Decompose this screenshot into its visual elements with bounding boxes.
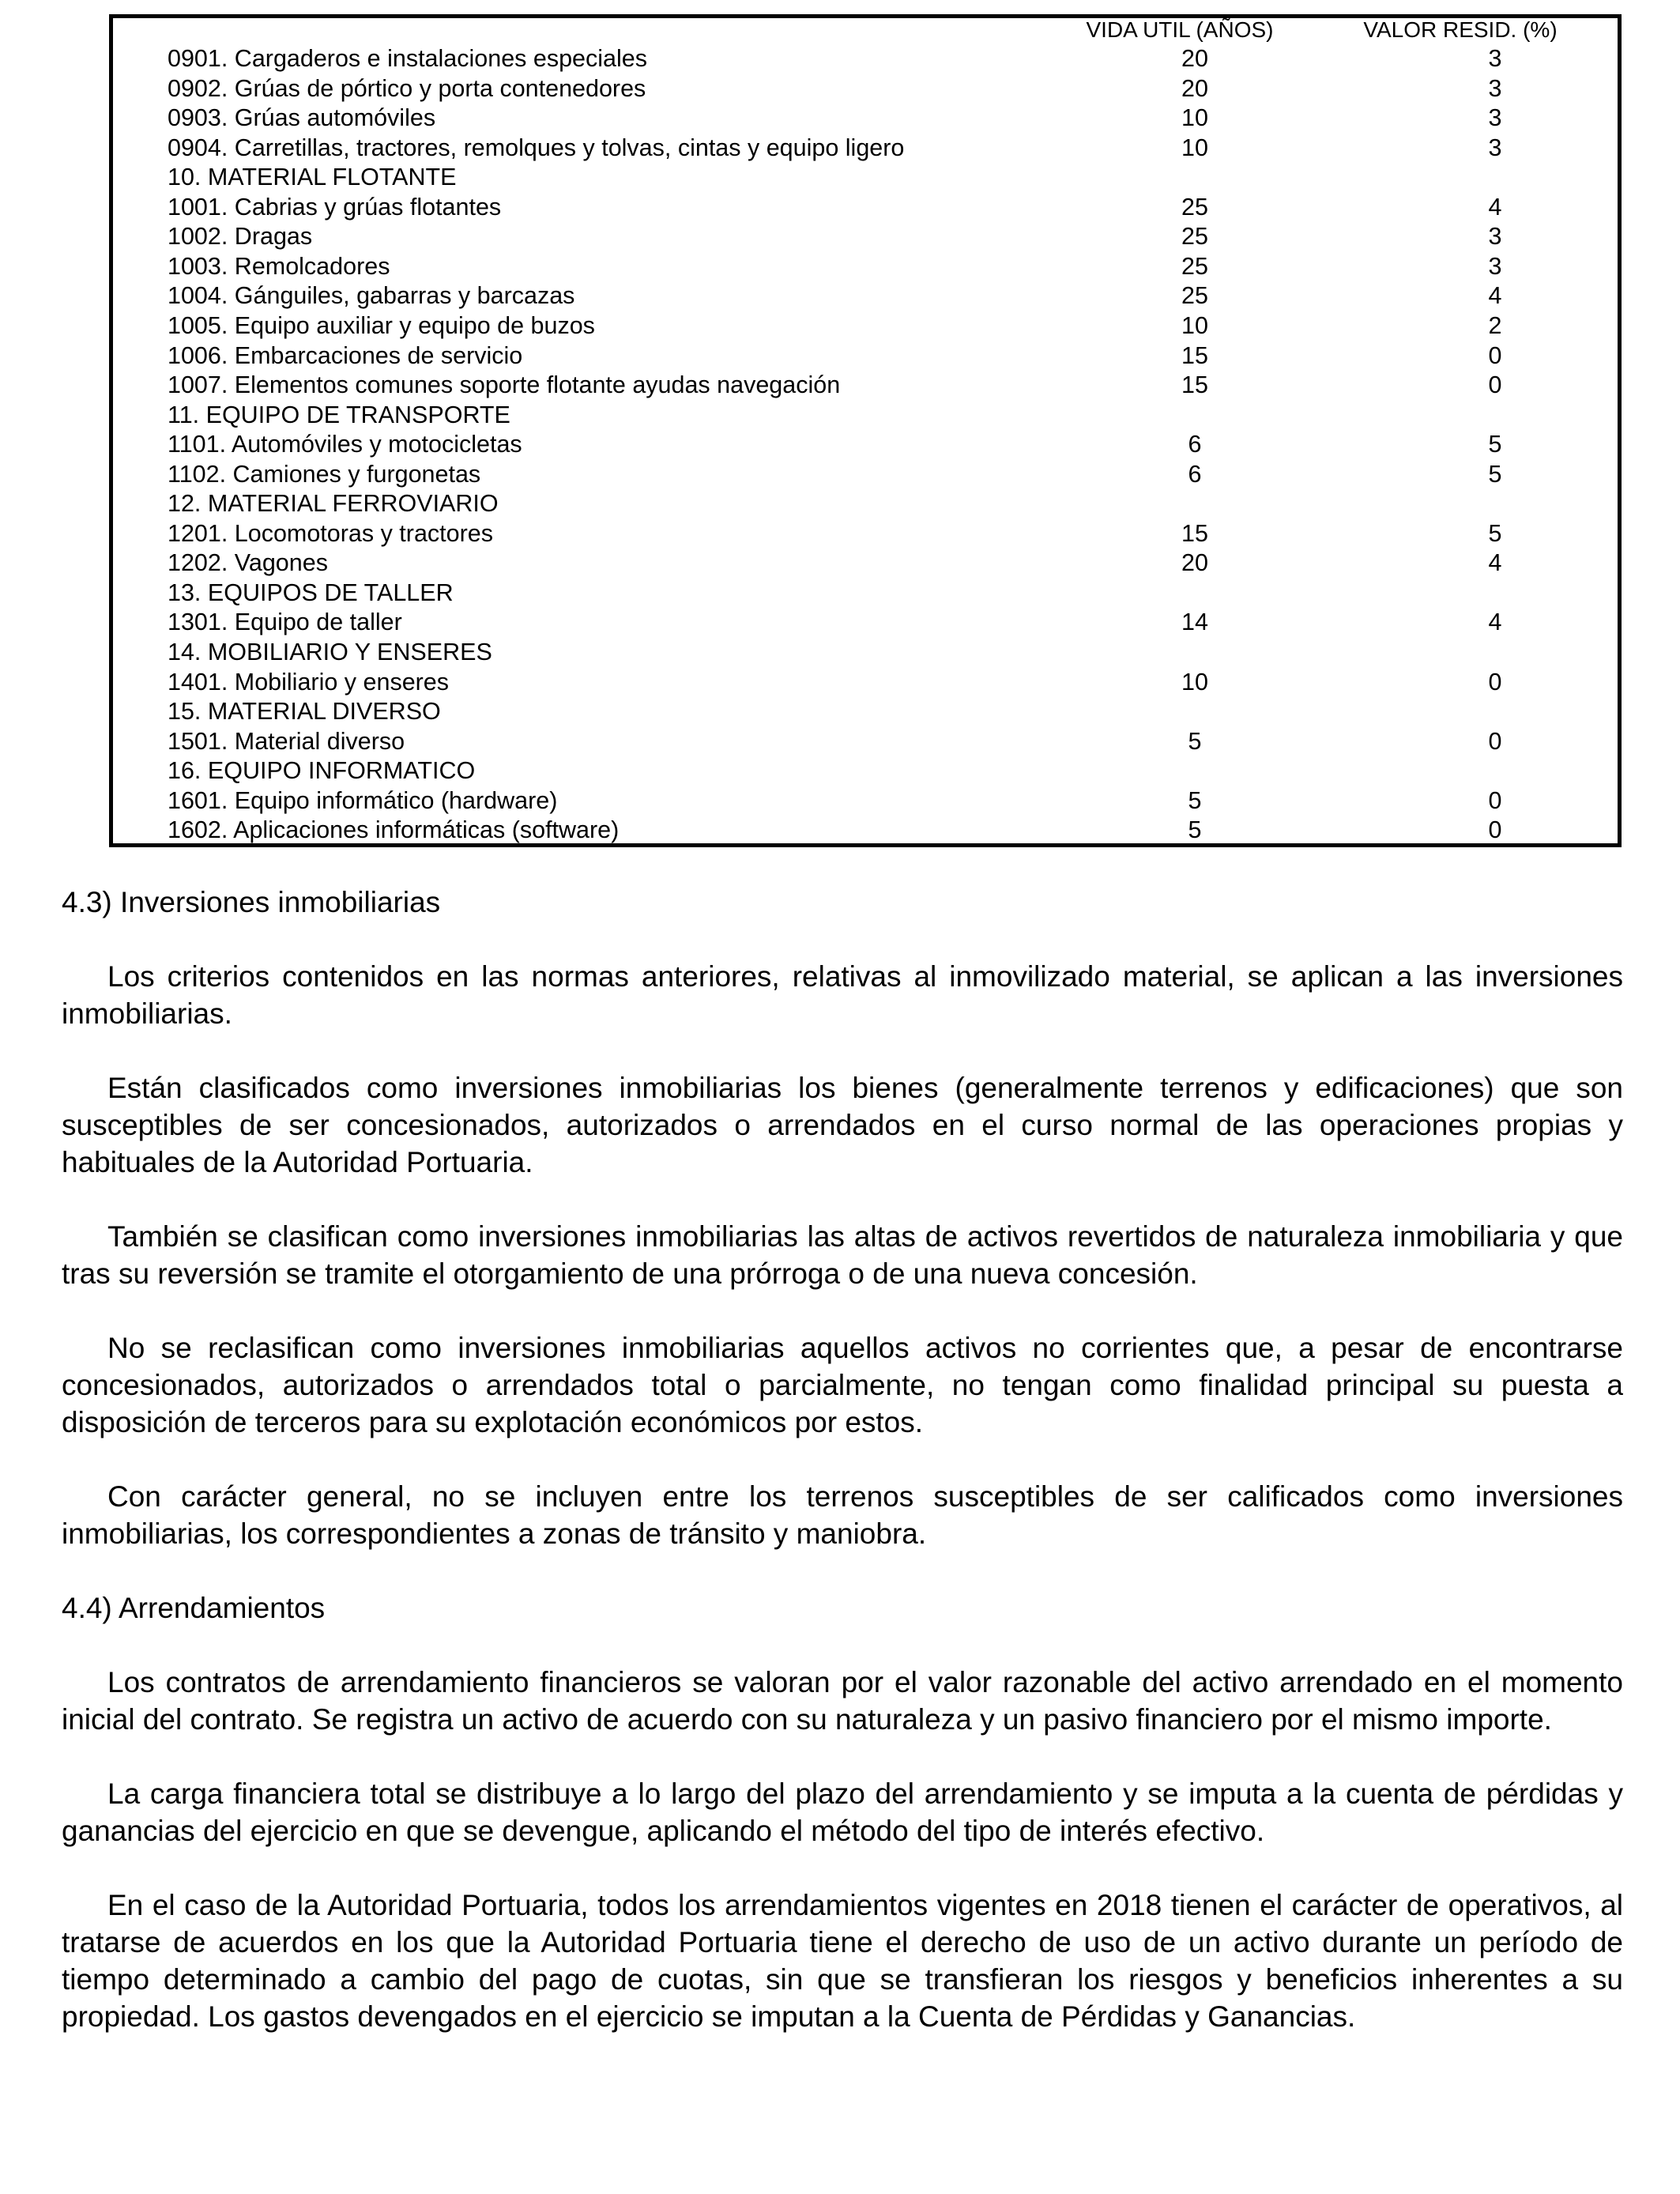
valor-resid-value: 0 (1488, 341, 1502, 369)
vida-util-value: 5 (1188, 727, 1202, 755)
table-row (168, 579, 1590, 609)
valor-resid-value: 3 (1488, 104, 1502, 132)
valor-resid-value: 3 (1488, 252, 1502, 280)
row-label: 1002. Dragas (168, 223, 313, 251)
valor-resid-value: 5 (1488, 519, 1502, 547)
table-row (168, 519, 1590, 549)
valor-resid-value: 2 (1488, 311, 1502, 339)
valor-resid-value: 0 (1488, 786, 1502, 814)
table-row (168, 104, 1590, 134)
paragraph: Están clasificados como inversiones inmobiliarias los bienes (generalmente terrenos y edificaciones) que son susceptibles de ser concesionados, autorizados o arrendados en el curso normal de las operaciones propias y habituales de la Autoridad Portuaria. (62, 1072, 1623, 1178)
valor-resid-value: 5 (1488, 460, 1502, 488)
row-label: 1005. Equipo auxiliar y equipo de buzos (168, 311, 595, 339)
table-row (168, 252, 1590, 282)
row-label: 1301. Equipo de taller (168, 609, 402, 636)
valor-resid-value: 0 (1488, 816, 1502, 844)
valor-resid-value: 5 (1488, 431, 1502, 458)
row-label: 13. EQUIPOS DE TALLER (168, 579, 454, 606)
paragraph: También se clasifican como inversiones inmobiliarias las altas de activos revertidos de naturaleza inmobiliaria y que tras su reversión se tramite el otorgamiento de una prórroga o de una nueva concesión. (62, 1220, 1623, 1290)
row-label: 11. EQUIPO DE TRANSPORTE (168, 401, 510, 428)
row-label: 1401. Mobiliario y enseres (168, 668, 450, 696)
table-row (168, 222, 1590, 252)
section-heading: 4.3) Inversiones inmobiliarias (62, 886, 441, 918)
row-label: 0901. Cargaderos e instalaciones especiales (168, 45, 647, 72)
column-header-vida-util: VIDA UTIL (AÑOS) (1086, 17, 1274, 42)
paragraph: No se reclasifican como inversiones inmobiliarias aquellos activos no corrientes que, a pesar de encontrarse concesionados, autorizados o arrendados total o parcialmente, no tengan como finalidad principal su puesta a disposición de terceros para su explotación económicos por estos. (62, 1332, 1623, 1438)
valor-resid-value: 3 (1488, 45, 1502, 72)
vida-util-value: 25 (1181, 252, 1208, 280)
table-row (168, 44, 1590, 74)
valor-resid-value: 3 (1488, 74, 1502, 102)
table-row (168, 816, 1590, 846)
table-row (168, 786, 1590, 816)
table-row (168, 163, 1590, 193)
valor-resid-value: 3 (1488, 134, 1502, 161)
row-label: 0903. Grúas automóviles (168, 104, 436, 132)
valor-resid-value: 4 (1488, 282, 1502, 310)
table-row (168, 638, 1590, 668)
table-row (168, 311, 1590, 341)
row-label: 12. MATERIAL FERROVIARIO (168, 490, 499, 518)
row-label: 1501. Material diverso (168, 727, 405, 755)
paragraph: En el caso de la Autoridad Portuaria, todos los arrendamientos vigentes en 2018 tienen el carácter de operativos, al tratarse de acuerdos en los que la Autoridad Portuaria tiene el derecho de uso de un activo durante un período de tiempo determinado a cambio del pago de cuotas, sin que se transfieran los riesgos y beneficios inherentes a su propiedad. Los gastos devengados en el ejercicio se imputan a la Cuenta de Pérdidas y Ganancias. (62, 1889, 1623, 2033)
row-label: 1001. Cabrias y grúas flotantes (168, 193, 502, 221)
column-header-valor-resid: VALOR RESID. (%) (1363, 17, 1558, 42)
vida-util-value: 20 (1181, 74, 1208, 102)
paragraph: Los criterios contenidos en las normas anteriores, relativas al inmovilizado material, se aplican a las inversiones inmobiliarias. (62, 960, 1623, 1030)
vida-util-value: 15 (1181, 341, 1208, 369)
table-row (168, 430, 1590, 460)
vida-util-value: 10 (1181, 134, 1208, 161)
vida-util-value: 10 (1181, 668, 1208, 696)
vida-util-value: 25 (1181, 223, 1208, 251)
valor-resid-value: 4 (1488, 549, 1502, 577)
table-row (168, 460, 1590, 490)
vida-util-value: 25 (1181, 282, 1208, 310)
row-label: 1003. Remolcadores (168, 252, 390, 280)
valor-resid-value: 4 (1488, 193, 1502, 221)
vida-util-value: 5 (1188, 816, 1202, 844)
paragraph: La carga financiera total se distribuye a lo largo del plazo del arrendamiento y se imputa a la cuenta de pérdidas y ganancias del ejercicio en que se devengue, aplicando el método del tipo de interés efectivo. (62, 1777, 1623, 1847)
table-row (168, 341, 1590, 371)
valor-resid-value: 0 (1488, 668, 1502, 696)
row-label: 1201. Locomotoras y tractores (168, 519, 493, 547)
row-label: 1006. Embarcaciones de servicio (168, 341, 523, 369)
vida-util-value: 14 (1181, 609, 1208, 636)
paragraph: Los contratos de arrendamiento financieros se valoran por el valor razonable del activo arrendado en el momento inicial del contrato. Se registra un activo de acuerdo con su naturaleza y un pasivo financiero por el mismo importe. (62, 1666, 1623, 1736)
vida-util-value: 10 (1181, 104, 1208, 132)
section-inversiones-inmobiliarias (62, 884, 1623, 1552)
table-row (168, 193, 1590, 223)
table-row (168, 548, 1590, 579)
table-row (168, 281, 1590, 311)
table-row (168, 756, 1590, 786)
document-body (62, 884, 1623, 2072)
table-row (168, 401, 1590, 431)
vida-util-value: 6 (1188, 431, 1202, 458)
paragraph: Con carácter general, no se incluyen entre los terrenos susceptibles de ser calificados como inversiones inmobiliarias, los correspondientes a zonas de tránsito y maniobra. (62, 1480, 1623, 1550)
vida-util-value: 10 (1181, 311, 1208, 339)
row-label: 10. MATERIAL FLOTANTE (168, 164, 457, 191)
vida-util-value: 15 (1181, 371, 1208, 399)
table-row (168, 668, 1590, 698)
vida-util-value: 25 (1181, 193, 1208, 221)
vida-util-value: 5 (1188, 786, 1202, 814)
row-label: 0902. Grúas de pórtico y porta contenedores (168, 74, 646, 102)
vida-util-value: 20 (1181, 45, 1208, 72)
valor-resid-value: 4 (1488, 609, 1502, 636)
vida-util-value: 6 (1188, 460, 1202, 488)
row-label: 1004. Gánguiles, gabarras y barcazas (168, 282, 575, 310)
row-label: 0904. Carretillas, tractores, remolques y tolvas, cintas y equipo ligero (168, 134, 905, 161)
table-row (168, 371, 1590, 401)
row-label: 1602. Aplicaciones informáticas (software) (168, 816, 620, 844)
vida-util-value: 20 (1181, 549, 1208, 577)
section-arrendamientos (62, 1589, 1623, 2035)
section-heading: 4.4) Arrendamientos (62, 1592, 326, 1624)
table-row (168, 727, 1590, 757)
vida-util-value: 15 (1181, 519, 1208, 547)
valor-resid-value: 0 (1488, 727, 1502, 755)
row-label: 1601. Equipo informático (hardware) (168, 786, 558, 814)
row-label: 1101. Automóviles y motocicletas (168, 431, 522, 458)
valor-resid-value: 3 (1488, 223, 1502, 251)
row-label: 1202. Vagones (168, 549, 328, 577)
row-label: 16. EQUIPO INFORMATICO (168, 757, 476, 785)
table-row (168, 608, 1590, 638)
table-row (168, 134, 1590, 164)
row-label: 14. MOBILIARIO Y ENSERES (168, 639, 492, 665)
table-row (168, 697, 1590, 727)
table-row (168, 74, 1590, 104)
table-row (168, 489, 1590, 519)
valor-resid-value: 0 (1488, 371, 1502, 399)
row-label: 1007. Elementos comunes soporte flotante ayudas navegación (168, 371, 841, 399)
row-label: 15. MATERIAL DIVERSO (168, 698, 441, 726)
row-label: 1102. Camiones y furgonetas (168, 460, 481, 488)
